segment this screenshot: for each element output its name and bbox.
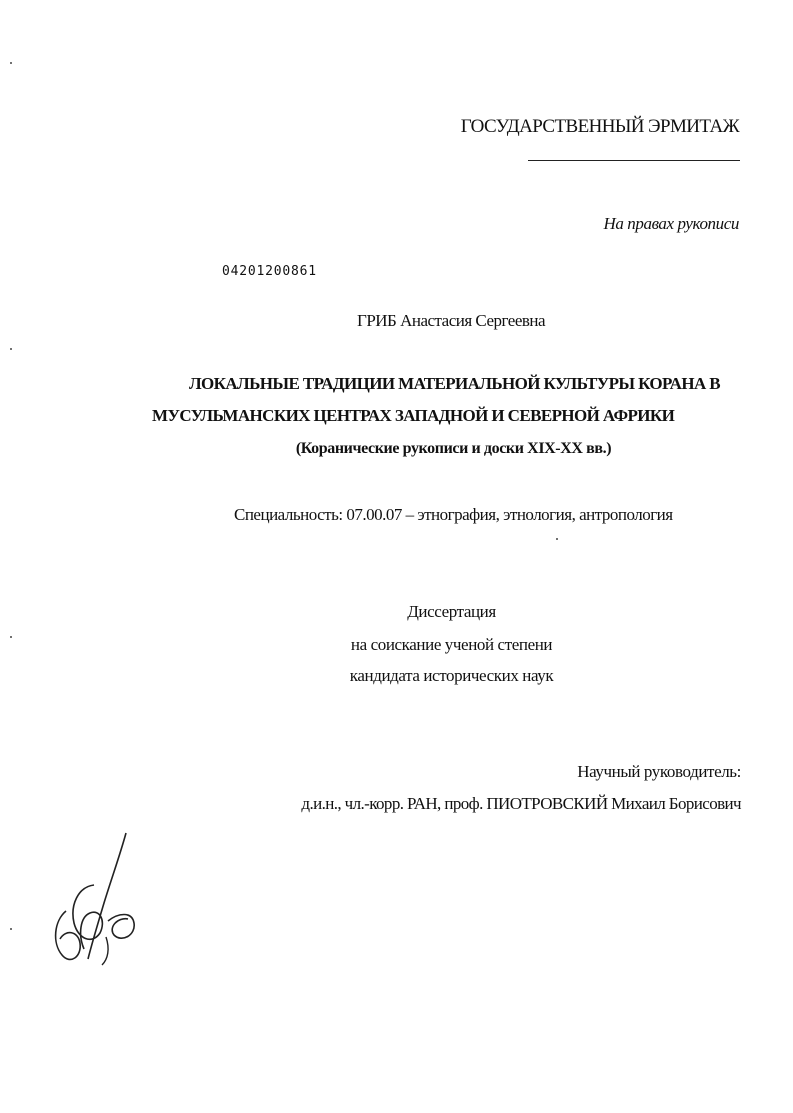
specialty: Специальность: 07.00.07 – этнография, этнология, антропология (234, 505, 673, 524)
scan-speck (556, 538, 558, 540)
handwritten-signature (48, 825, 148, 975)
dissertation-line-3: кандидата исторических наук (349, 666, 554, 685)
supervisor-name: д.и.н., чл.-корр. РАН, проф. ПИОТРОВСКИЙ Михаил Борисович (301, 794, 741, 813)
organization-name: ГОСУДАРСТВЕННЫЙ ЭРМИТАЖ (460, 116, 739, 137)
rights-note: На правах рукописи (603, 214, 739, 233)
title-line-1: ЛОКАЛЬНЫЕ ТРАДИЦИИ МАТЕРИАЛЬНОЙ КУЛЬТУРЫ КОРАНА В (188, 374, 721, 393)
scan-speck (10, 348, 12, 350)
scan-speck (10, 928, 12, 930)
supervisor-label: Научный руководитель: (577, 762, 741, 781)
title-line-2: МУСУЛЬМАНСКИХ ЦЕНТРАХ ЗАПАДНОЙ И СЕВЕРНОЙ АФРИКИ (152, 406, 675, 425)
document-code: 04201200861 (222, 264, 317, 279)
dissertation-line-2: на соискание ученой степени (350, 635, 553, 654)
author-name: ГРИБ Анастасия Сергеевна (357, 311, 546, 330)
scan-speck (10, 62, 12, 64)
organization-underline (528, 160, 740, 161)
dissertation-line-1: Диссертация (407, 602, 496, 621)
scan-speck (10, 636, 12, 638)
title-subtitle: (Коранические рукописи и доски XIX-XX вв.) (295, 440, 612, 457)
